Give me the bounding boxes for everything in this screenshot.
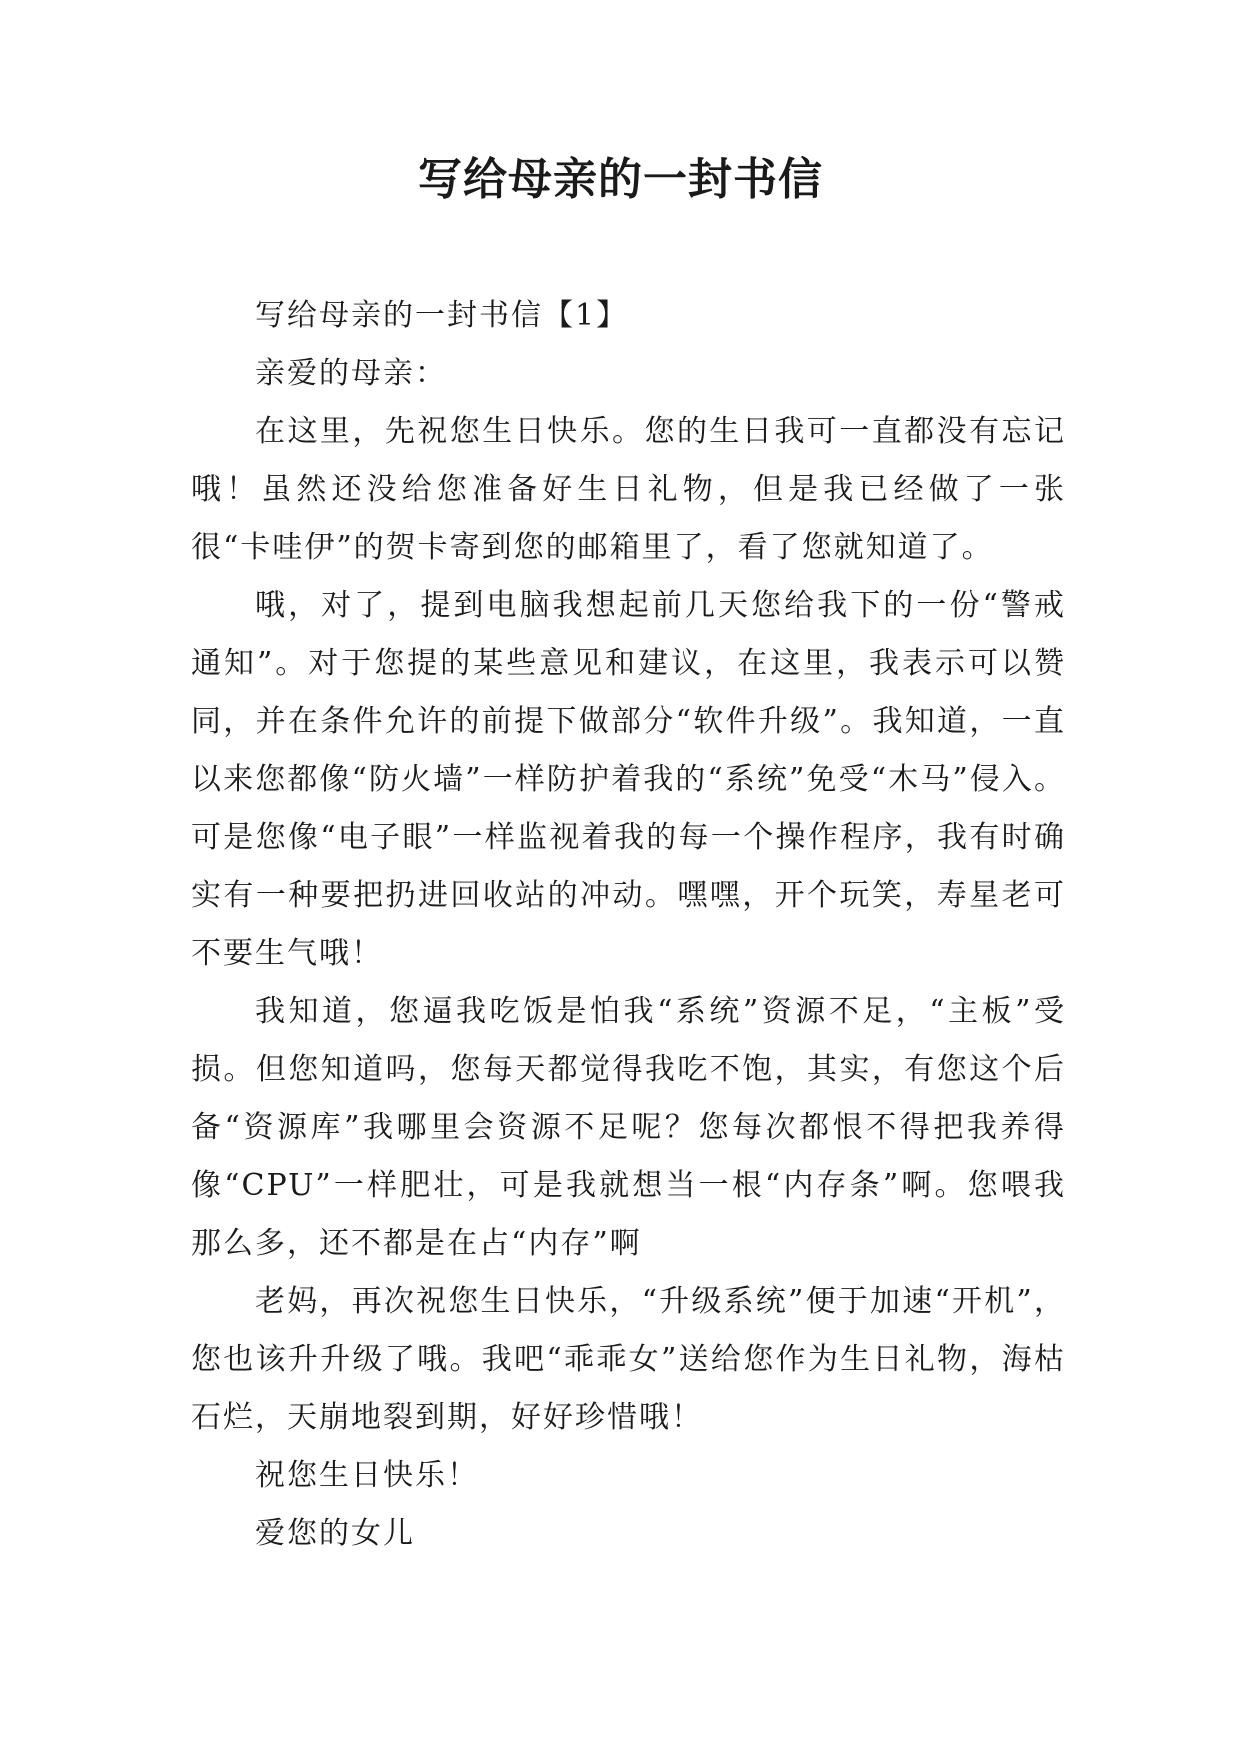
signature: 爱您的女儿 [255, 1516, 415, 1551]
closing-wish: 祝您生日快乐！ [255, 1458, 479, 1493]
document-title: 写给母亲的一封书信 [418, 154, 823, 205]
body-paragraph-2: 哦，对了，提到电脑我想起前几天您给我下的一份“警戒通知”。对于您提的某些意见和建议，在这里，我表示可以赞同，并在条件允许的前提下做部分“软件升级”。我知道，一直以来您都像“防火墙”一样防护着我的“系统”免受“木马”侵入。可是您像“电子眼”一样监视着我的每一个操作程序，我有时确实有一种要把扔进回收站的冲动。嘿嘿，开个玩笑，寿星老可不要生气哦！ [191, 588, 1066, 971]
document-body [191, 287, 1066, 1563]
body-paragraph-4: 老妈，再次祝您生日快乐，“升级系统”便于加速“开机”，您也该升升级了哦。我吧“乖乖女”送给您作为生日礼物，海枯石烂，天崩地裂到期，好好珍惜哦！ [191, 1284, 1066, 1435]
body-paragraph-1: 在这里，先祝您生日快乐。您的生日我可一直都没有忘记哦！虽然还没给您准备好生日礼物，但是我已经做了一张很“卡哇伊”的贺卡寄到您的邮箱里了，看了您就知道了。 [191, 414, 1066, 565]
body-paragraph-3: 我知道，您逼我吃饭是怕我“系统”资源不足，“主板”受损。但您知道吗，您每天都觉得我吃不饱，其实，有您这个后备“资源库”我哪里会资源不足呢？您每次都恨不得把我养得像“CPU”一样肥壮，可是我就想当一根“内存条”啊。您喂我那么多，还不都是在占“内存”啊 [191, 994, 1066, 1261]
salutation: 亲爱的母亲： [255, 356, 447, 391]
section-heading: 写给母亲的一封书信【1】 [255, 298, 629, 333]
